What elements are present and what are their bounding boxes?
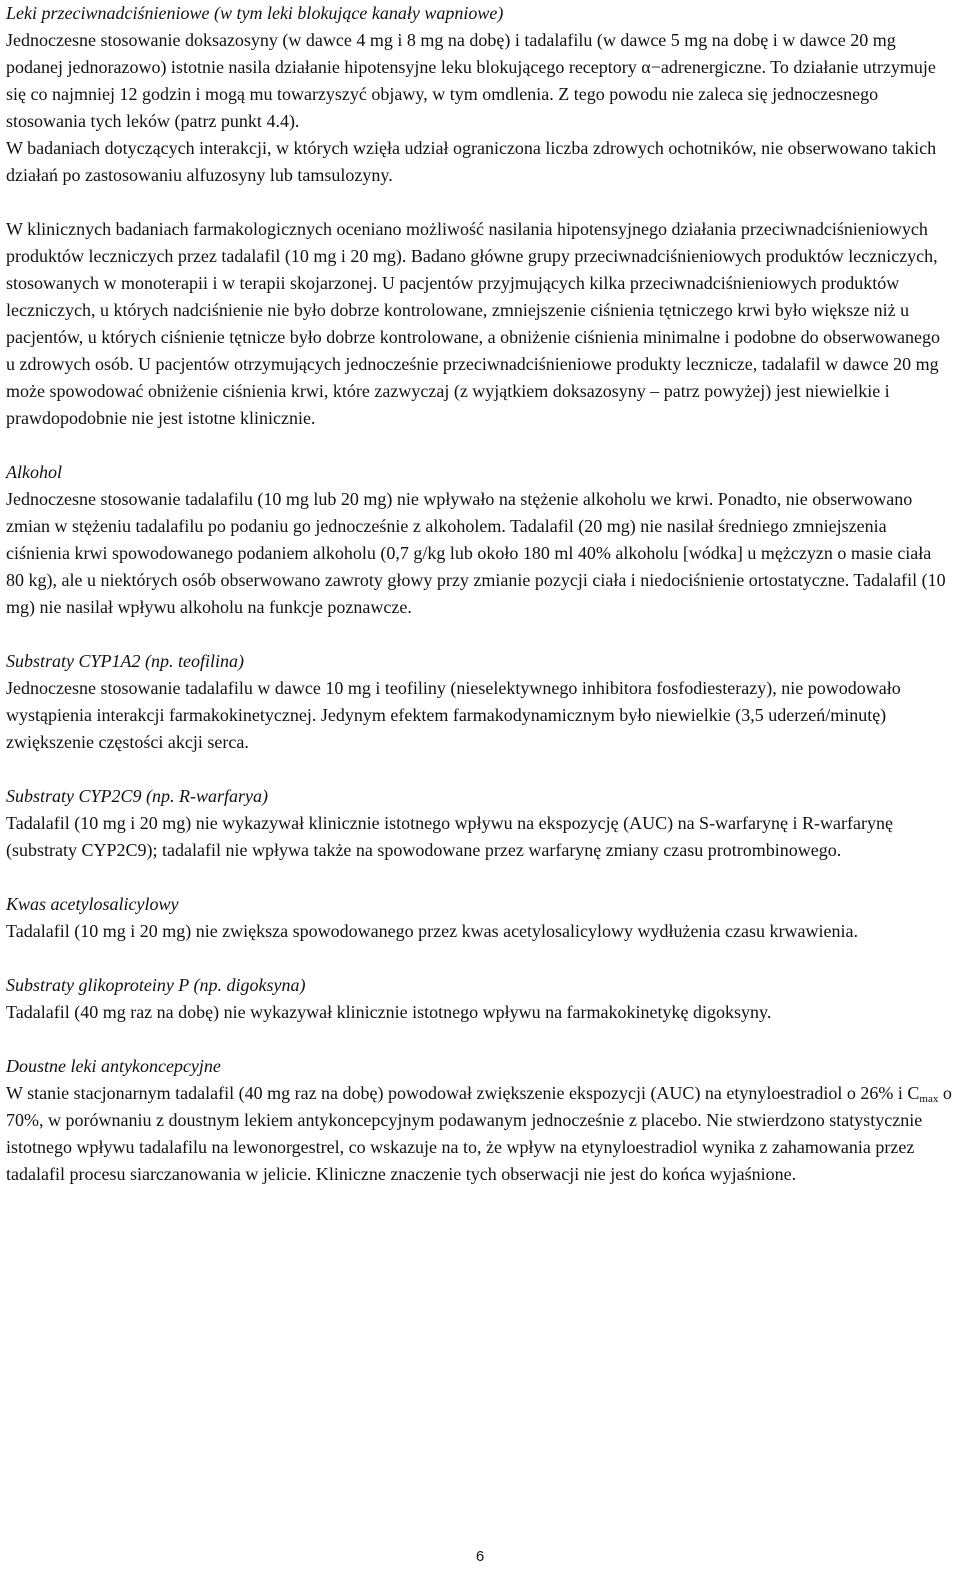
- paragraph: [6, 1080, 952, 1188]
- section-heading: Substraty CYP1A2 (np. teofilina): [6, 651, 244, 671]
- section-clinical-pharmacology: [6, 216, 952, 432]
- section-acetylsalicylic-acid: [6, 891, 952, 945]
- paragraph: Tadalafil (10 mg i 20 mg) nie wykazywał klinicznie istotnego wpływu na ekspozycję (AUC) na S-warfarynę i R-warfarynę (substraty CYP2C9); tadalafil nie wpływa także na spowodowane przez warfarynę zmiany czasu protrombinowego.: [6, 813, 893, 860]
- paragraph: W badaniach dotyczących interakcji, w których wzięła udział ograniczona liczba zdrowych ochotników, nie obserwowano takich działań po zastosowaniu alfuzosyny lub tamsulozyny.: [6, 138, 937, 185]
- paragraph-text-part: o 70%, w porównaniu z doustnym lekiem antykoncepcyjnym podawanym jednocześnie z placebo. Nie stwierdzono statystycznie istotnego wpływu tadalafilu na lewonorgestrel, co wskazuje na to, że wpływ na etynyloestradiol wynika z zahamowania przez tadalafil procesu siarczanowania w jelicie. Kliniczne znaczenie tych obserwacji nie jest do końca wyjaśnione.: [6, 1083, 952, 1184]
- subscript-max: max: [919, 1093, 939, 1105]
- section-oral-contraceptives: [6, 1053, 952, 1188]
- section-heading: Leki przeciwnadciśnieniowe (w tym leki blokujące kanały wapniowe): [6, 3, 504, 23]
- section-heading: Kwas acetylosalicylowy: [6, 894, 179, 914]
- section-heading: Substraty CYP2C9 (np. R-warfarya): [6, 786, 269, 806]
- paragraph: Jednoczesne stosowanie doksazosyny (w dawce 4 mg i 8 mg na dobę) i tadalafilu (w dawce 5 mg na dobę i w dawce 20 mg podanej jednorazowo) istotnie nasila działanie hipotensyjne leku blokującego receptory α−adrenergiczne. To działanie utrzymuje się co najmniej 12 godzin i mogą mu towarzyszyć objawy, w tym omdlenia. Z tego powodu nie zaleca się jednoczesnego stosowania tych leków (patrz punkt 4.4).: [6, 30, 936, 131]
- page-number: 6: [475, 1548, 485, 1565]
- section-antihypertensives: [6, 0, 952, 189]
- paragraph: Tadalafil (10 mg i 20 mg) nie zwiększa spowodowanego przez kwas acetylosalicylowy wydłużenia czasu krwawienia.: [6, 921, 858, 941]
- section-heading: Alkohol: [6, 462, 62, 482]
- section-cyp1a2: [6, 648, 952, 756]
- paragraph: Tadalafil (40 mg raz na dobę) nie wykazywał klinicznie istotnego wpływu na farmakokinetykę digoksyny.: [6, 1002, 772, 1022]
- section-p-glycoprotein: [6, 972, 952, 1026]
- section-alcohol: [6, 459, 952, 621]
- section-cyp2c9: [6, 783, 952, 864]
- document-page: [6, 0, 952, 1215]
- paragraph-text-part: W stanie stacjonarnym tadalafil (40 mg raz na dobę) powodował zwiększenie ekspozycji (AUC) na etynyloestradiol o 26% i C: [6, 1083, 920, 1103]
- section-heading: Doustne leki antykoncepcyjne: [6, 1056, 221, 1076]
- section-heading: Substraty glikoproteiny P (np. digoksyna): [6, 975, 306, 995]
- paragraph: Jednoczesne stosowanie tadalafilu (10 mg lub 20 mg) nie wpływało na stężenie alkoholu we krwi. Ponadto, nie obserwowano zmian w stężeniu tadalafilu po podaniu go jednocześnie z alkoholem. Tadalafil (20 mg) nie nasilał średniego zmniejszenia ciśnienia krwi spowodowanego podaniem alkoholu (0,7 g/kg lub około 180 ml 40% alkoholu [wódka] u mężczyzn o masie ciała 80 kg), ale u niektórych osób obserwowano zawroty głowy przy zmianie pozycji ciała i niedociśnienie ortostatyczne. Tadalafil (10 mg) nie nasilał wpływu alkoholu na funkcje poznawcze.: [6, 489, 946, 617]
- paragraph: W klinicznych badaniach farmakologicznych oceniano możliwość nasilania hipotensyjnego działania przeciwnadciśnieniowych produktów leczniczych przez tadalafil (10 mg i 20 mg). Badano główne grupy przeciwnadciśnieniowych produktów leczniczych, stosowanych w monoterapii i w terapii skojarzonej. U pacjentów przyjmujących kilka przeciwnadciśnieniowych produktów leczniczych, u których nadciśnienie nie było dobrze kontrolowane, zmniejszenie ciśnienia tętniczego krwi było większe niż u pacjentów, u których ciśnienie tętnicze było dobrze kontrolowane, a obniżenie ciśnienia minimalne i podobne do obserwowanego u zdrowych osób. U pacjentów otrzymujących jednocześnie przeciwnadciśnieniowe produkty lecznicze, tadalafil w dawce 20 mg może spowodować obniżenie ciśnienia krwi, które zazwyczaj (z wyjątkiem doksazosyny – patrz powyżej) jest niewielkie i prawdopodobnie nie jest istotne klinicznie.: [6, 219, 941, 428]
- paragraph: Jednoczesne stosowanie tadalafilu w dawce 10 mg i teofiliny (nieselektywnego inhibitora fosfodiesterazy), nie powodowało wystąpienia interakcji farmakokinetycznej. Jedynym efektem farmakodynamicznym było niewielkie (3,5 uderzeń/minutę) zwiększenie częstości akcji serca.: [6, 678, 901, 752]
